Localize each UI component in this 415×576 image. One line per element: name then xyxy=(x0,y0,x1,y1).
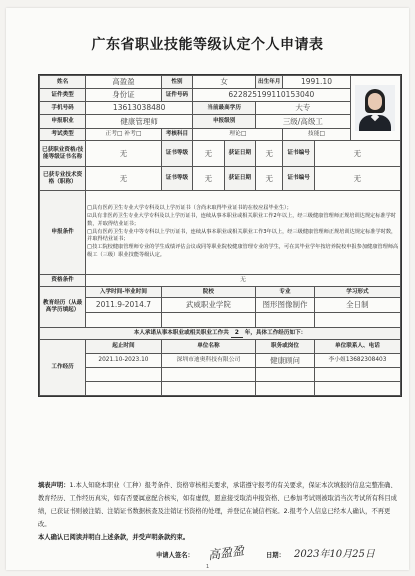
exam-type-options: 正考□ 补考□ xyxy=(86,129,162,141)
prev-cert-value: 无 xyxy=(86,141,162,167)
signature-row xyxy=(38,543,402,563)
gender-label: 性别 xyxy=(161,76,192,89)
declaration-heading: 填表声明： xyxy=(38,482,70,489)
qualification-label: 资格条件 xyxy=(40,275,86,287)
page-number: 1 xyxy=(206,564,210,570)
date-value: 2023年10月25日 xyxy=(294,549,375,560)
exam-type-label: 考试类型 xyxy=(40,129,86,141)
work-years-suffix: 年，具体工作经历如下： xyxy=(244,330,307,337)
work-row-contact: 李小姐13682308403 xyxy=(314,354,400,368)
education-history-label: 教育经历（从最高学历填起） xyxy=(40,287,86,328)
condition-line[interactable]: □具有医药卫生专业大学专科及以上学历证书（含尚未取得毕业证书的在校应届毕业生）； xyxy=(87,205,292,212)
signature-label: 申请人签名： xyxy=(156,552,194,559)
cert-code-label: 证书编号 xyxy=(283,141,314,167)
gender-value: 女 xyxy=(193,76,256,89)
work-history-label: 工作经历 xyxy=(40,340,86,396)
date-label: 日期： xyxy=(266,552,285,559)
education-level-value: 大专 xyxy=(256,102,350,115)
conditions-list xyxy=(86,191,401,275)
id-number-label: 证件号码 xyxy=(161,89,192,102)
work-years-value: 2 xyxy=(231,329,243,338)
condition-line[interactable]: □具有医药卫生专业中等专科以上学历证书，连续从事本职业或相关职业工作3年以上，经三级健康管理师正规培训达规定标准学时数，并取得结业证书； xyxy=(87,228,397,243)
prof-date-label: 获证日期 xyxy=(224,167,255,191)
condition-line[interactable]: □技工院校健康管理师专业的学生成绩评估会议或同等职业院校健康管理专业的学生，可在其毕业学年按培养院校申报参加健康管理师高级工（三级）职业技能等级认定。 xyxy=(87,244,399,258)
prof-date-value: 无 xyxy=(256,167,283,191)
id-number-value: 622825199110153040 xyxy=(193,89,350,102)
applicant-photo xyxy=(355,85,395,131)
work-row-time: 2021.10-2023.10 xyxy=(86,354,162,368)
work-col-company: 单位名称 xyxy=(161,340,255,354)
name-value: 高盈盈 xyxy=(86,76,162,89)
prev-cert-label: 已获职业资格/技能等级证书名称 xyxy=(40,141,86,167)
occupation-label: 申报职业 xyxy=(40,115,86,129)
obtain-date-value: 无 xyxy=(256,141,283,167)
edu-col-time: 入学时间-毕业时间 xyxy=(86,287,162,298)
photo-cell xyxy=(350,76,400,141)
edu-col-form: 学习形式 xyxy=(314,287,400,298)
condition-line[interactable]: ☑具有非医药卫生专业大学专科及以上学历证书，连续从事本职业或相关职业工作2年以上，经三级健康管理师正规培训达规定标准学时数，并取得结业证书； xyxy=(87,213,396,227)
birth-value: 1991.10 xyxy=(283,76,350,89)
cert-level-value: 无 xyxy=(193,141,224,167)
edu-row-major: 图形图像制作 xyxy=(256,298,315,313)
prof-code-value: 无 xyxy=(314,167,400,191)
subject-skill-option: 技能□ xyxy=(283,129,350,141)
declaration xyxy=(38,479,402,544)
prof-code-label: 证书编号 xyxy=(283,167,314,191)
edu-col-school: 院校 xyxy=(161,287,255,298)
work-years-prefix: 本人承诺从事本职业或相关职业工作共 xyxy=(133,330,229,337)
work-row-company: 深圳市迪奥科技有限公司 xyxy=(161,354,255,368)
edu-col-major: 专业 xyxy=(256,287,315,298)
work-col-time: 起止时间 xyxy=(86,340,162,354)
cert-level-label: 证书等级 xyxy=(161,141,192,167)
education-level-label: 当前最高学历 xyxy=(193,102,256,115)
work-years-statement xyxy=(40,328,401,340)
occupation-value: 健康管理师 xyxy=(86,115,193,129)
declaration-confirm: 本人确认已阅读并明白上述条款，并受声明条款约束。 xyxy=(38,534,190,541)
edu-row-time: 2011.9-2014.7 xyxy=(86,298,162,313)
exam-subjects-label: 考核科目 xyxy=(161,129,192,141)
id-type-value: 身份证 xyxy=(86,89,162,102)
prof-title-value: 无 xyxy=(86,167,162,191)
application-table xyxy=(38,74,402,397)
prof-title-label: 已获专业技术资格（职称） xyxy=(40,167,86,191)
birth-label: 出生年月 xyxy=(256,76,283,89)
application-form-page xyxy=(6,8,409,570)
subject-theory-option: 理论□ xyxy=(193,129,283,141)
work-col-position: 职务或岗位 xyxy=(256,340,315,354)
level-value: 三级/高级工 xyxy=(256,115,350,129)
conditions-label: 申报条件 xyxy=(40,191,86,275)
phone-value: 13613038480 xyxy=(86,102,193,115)
declaration-text-2: 2.报考个人信息已经本人确认，不再更改。 xyxy=(38,508,391,528)
edu-row-form: 全日制 xyxy=(314,298,400,313)
id-type-label: 证件类型 xyxy=(40,89,86,102)
declaration-text-1: 1.本人知晓本职业（工种）报考条件、资格审核相关要求，承诺遵守报考的有关要求，保证本次填报的信息完整准确、教育经历、工作经历真实，如有否要属意配合核实，如有虚假，愿意接受取消申报资格、已参加考试则被取消当次考试所有科目成绩，已获证书则被注销、注销证书数据核查及注销证书资格的处理，并登记在诚信档案。 xyxy=(38,482,397,515)
phone-label: 手机号码 xyxy=(40,102,86,115)
applicant-signature: 高盈盈 xyxy=(207,543,245,563)
prof-level-value: 无 xyxy=(193,167,224,191)
form-title: 广东省职业技能等级认定个人申请表 xyxy=(91,37,324,53)
obtain-date-label: 获证日期 xyxy=(224,141,255,167)
level-label: 申报级别 xyxy=(193,115,256,129)
qualification-value: 无 xyxy=(86,275,401,287)
edu-row-school: 武威职业学院 xyxy=(161,298,255,313)
cert-code-value: 无 xyxy=(314,141,400,167)
prof-level-label: 证书等级 xyxy=(161,167,192,191)
work-col-contact: 单位联系人、电话 xyxy=(314,340,400,354)
name-label: 姓名 xyxy=(40,76,86,89)
work-row-position: 健康顾问 xyxy=(256,354,315,368)
